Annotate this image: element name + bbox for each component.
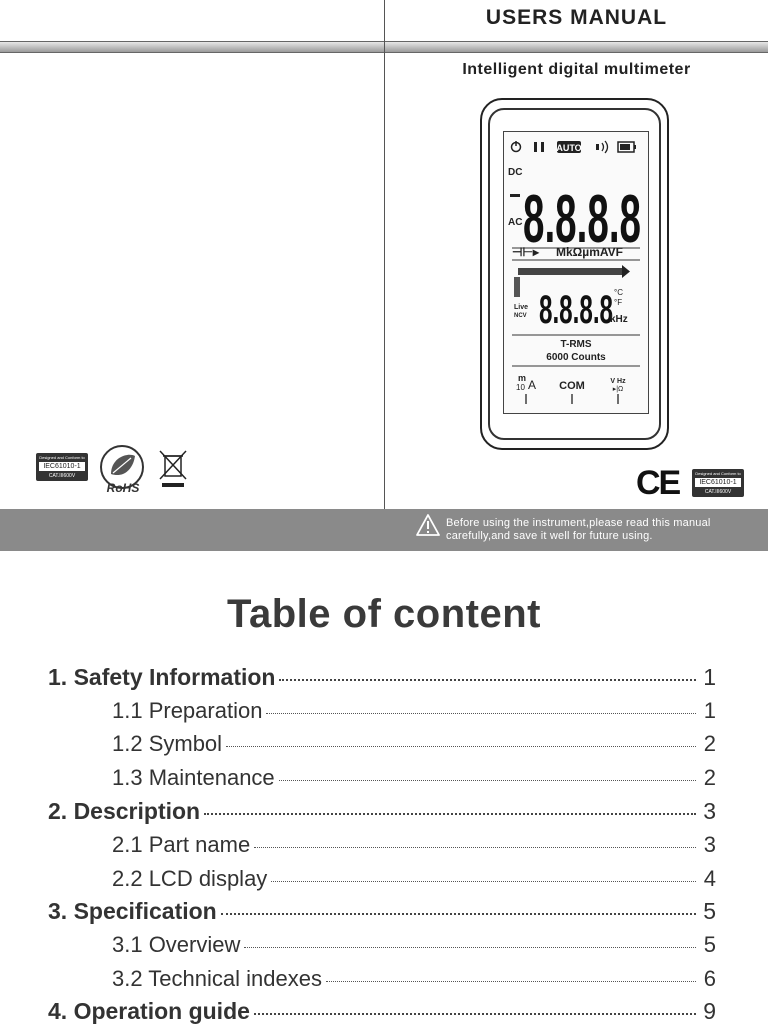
warning-triangle-icon: [416, 514, 440, 536]
toc-entry-label: 3.1 Overview: [112, 932, 241, 957]
toc-page-number: 1: [703, 664, 716, 690]
ac-indicator: AC: [508, 217, 523, 228]
toc-entry-label: 4. Operation guide: [48, 998, 250, 1024]
toc-subsection-row[interactable]: [48, 698, 716, 732]
toc-subsection-row[interactable]: [48, 765, 716, 799]
badge-line3: CAT.III600V: [704, 489, 732, 495]
auto-label: AUTO: [556, 143, 582, 153]
badge-line2: IEC61010-1: [695, 478, 741, 487]
toc-entry-label: 2.1 Part name: [112, 832, 251, 857]
toc-page-number: 2: [703, 731, 716, 756]
toc-leader-dots: [244, 947, 696, 948]
terminal-com: COM: [559, 380, 585, 392]
toc-leader-dots: [279, 679, 696, 681]
toc-leader-dots: [254, 847, 696, 848]
sub-reading: 8.8.8.8: [539, 288, 613, 332]
toc-title: Table of content: [227, 592, 541, 636]
battery-icon: [618, 142, 636, 152]
toc-leader-dots: [254, 1013, 696, 1015]
toc-page-number: 5: [703, 898, 716, 924]
toc-subsection-row[interactable]: [48, 966, 716, 1000]
cover-fold-divider: [384, 0, 385, 551]
rohs-label: RoHS: [106, 481, 140, 494]
toc-leader-dots: [266, 713, 696, 714]
timer-icon: [512, 141, 521, 152]
diode-capacitor-icons: [512, 245, 540, 259]
live-indicator: Live: [514, 304, 529, 311]
badge-line1: Designed and Conform to: [695, 471, 741, 476]
toc-subsection-row[interactable]: [48, 731, 716, 765]
badge-line1: Designed and Conform to: [39, 455, 85, 460]
iec-certification-badge-right: [692, 469, 744, 497]
terminal-a: A: [528, 378, 537, 392]
terminal-v: V Hz: [610, 378, 626, 385]
badge-line3: CAT.III600V: [48, 473, 76, 479]
khz-indicator: kHz: [610, 314, 628, 325]
toc-leader-dots: [226, 746, 696, 747]
terminal-10: 10: [516, 383, 525, 392]
buzzer-icon: [596, 141, 608, 153]
toc-page-number: 6: [703, 966, 716, 991]
header-band-right: [385, 41, 768, 53]
manual-title: USERS MANUAL: [485, 6, 668, 29]
toc-page-number: 9: [703, 998, 716, 1024]
toc-page-number: 2: [703, 765, 716, 790]
toc-entry-label: 1. Safety Information: [48, 664, 276, 690]
toc-leader-dots: [221, 913, 696, 915]
warning-text: Before using the instrument,please read this manual carefully,and save it well for future using.: [446, 517, 711, 542]
toc-section-row[interactable]: [48, 998, 716, 1032]
toc-subsection-row[interactable]: [48, 932, 716, 966]
toc-entry-label: 3.2 Technical indexes: [112, 966, 322, 991]
dc-indicator: DC: [508, 167, 523, 178]
trms-label: T-RMS: [560, 339, 592, 350]
celsius-indicator: °C: [614, 288, 623, 297]
toc-leader-dots: [271, 881, 696, 882]
terminal-ma: m: [518, 373, 527, 383]
toc-section-row[interactable]: [48, 898, 716, 932]
toc-section-row[interactable]: [48, 664, 716, 698]
product-subtitle: Intelligent digital multimeter: [462, 61, 691, 78]
toc-subsection-row[interactable]: [48, 832, 716, 866]
toc-page-number: 5: [703, 932, 716, 957]
toc-entry-label: 3. Specification: [48, 898, 217, 924]
toc-page-number: 3: [703, 798, 716, 824]
rohs-logo-icon: [97, 444, 149, 494]
toc-leader-dots: [326, 981, 696, 982]
fahrenheit-indicator: °F: [614, 298, 623, 307]
toc-entry-label: 2.2 LCD display: [112, 866, 268, 891]
hold-icon: [534, 142, 544, 152]
toc-leader-dots: [204, 813, 696, 815]
main-reading: 8.8.8.8: [523, 181, 641, 257]
header-band-left: [0, 41, 384, 53]
unit-row: MkΩµmAVF: [556, 245, 623, 259]
toc-entry-label: 1.1 Preparation: [112, 698, 263, 723]
weee-bin-icon: [157, 448, 189, 488]
toc-section-row[interactable]: [48, 798, 716, 832]
counts-label: 6000 Counts: [546, 352, 606, 363]
toc-subsection-row[interactable]: [48, 866, 716, 900]
ce-mark: CE: [636, 464, 680, 502]
toc-page-number: 3: [703, 832, 716, 857]
toc-page-number: 1: [703, 698, 716, 723]
minus-sign: [510, 194, 520, 197]
toc-entry-label: 1.2 Symbol: [112, 731, 223, 756]
badge-line2: IEC61010-1: [39, 462, 85, 471]
terminal-v-ohm-icon: ▸|Ω: [612, 386, 624, 393]
toc-entry-label: 1.3 Maintenance: [112, 765, 275, 790]
toc-entry-label: 2. Description: [48, 798, 201, 824]
svg-text:⊣⊢▸: ⊣⊢▸: [512, 245, 539, 259]
toc-page-number: 4: [703, 866, 716, 891]
toc-leader-dots: [279, 780, 696, 781]
iec-certification-badge: [36, 453, 88, 481]
lcd-display: [503, 131, 649, 414]
ncv-indicator: NCV: [514, 313, 527, 319]
